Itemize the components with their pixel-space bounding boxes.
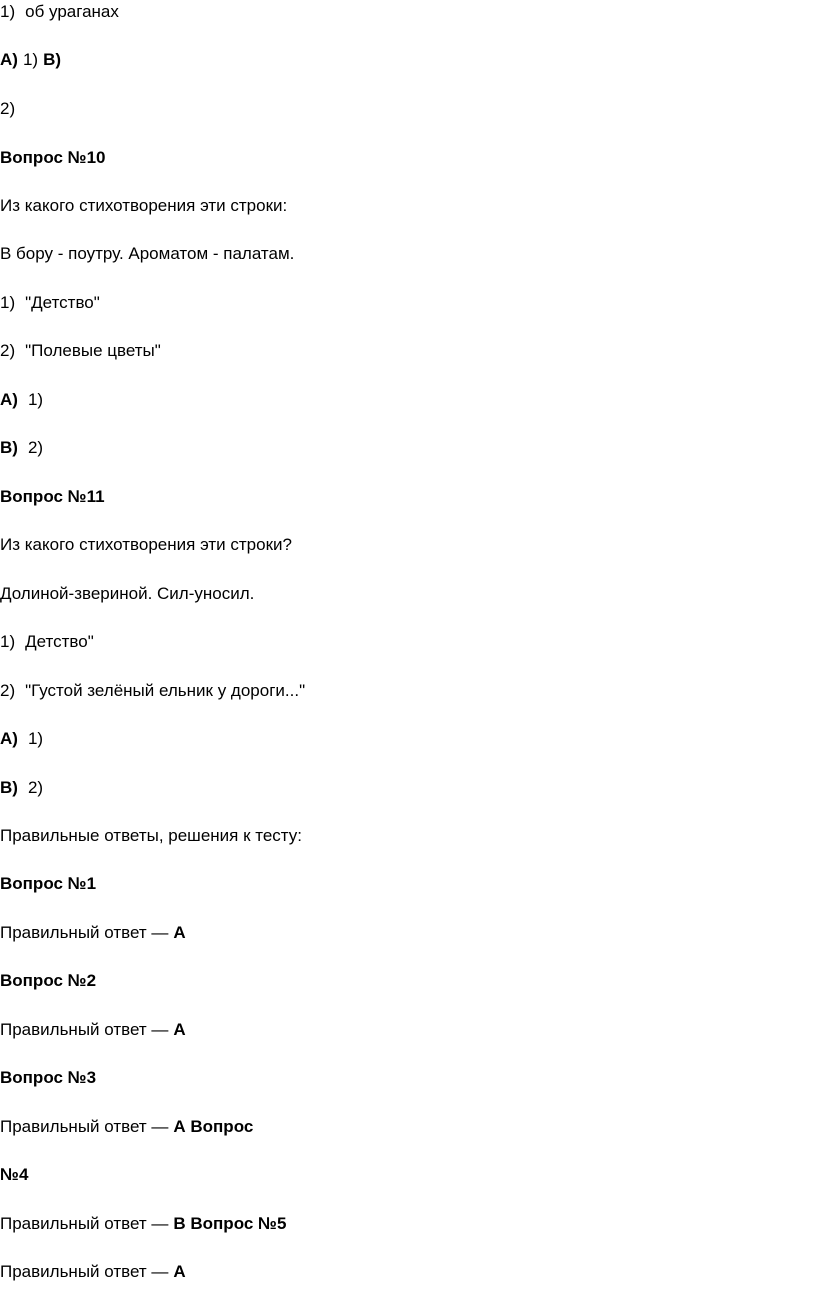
option-text: об ураганах — [25, 2, 119, 21]
answer-label-a: А) — [0, 729, 18, 748]
quoted-lines: Долиной-звериной. Сил-уносил. — [0, 584, 255, 603]
question-heading: Вопрос №3 — [0, 1068, 97, 1087]
question-text: Из какого стихотворения эти строки: — [0, 196, 288, 215]
correct-answer-value: А — [173, 1020, 186, 1039]
answer-choice-line — [0, 776, 43, 800]
answer-value: 2) — [27, 438, 44, 457]
answer-choice-line — [0, 436, 43, 460]
answer-value: 2) — [27, 778, 44, 797]
option-line — [0, 0, 119, 24]
question-heading: №4 — [0, 1165, 29, 1184]
option-number: 2) — [0, 681, 16, 700]
correct-answer-value: А — [173, 1262, 186, 1281]
correct-answer-line — [0, 1212, 286, 1236]
answer-value: 1) — [22, 50, 39, 69]
correct-answer-line — [0, 1115, 253, 1139]
option-line — [0, 97, 15, 121]
answers-section-title: Правильные ответы, решения к тесту: — [0, 826, 302, 845]
correct-answer-label: Правильный ответ — — [0, 1214, 169, 1233]
answer-choice-line — [0, 727, 43, 751]
option-number: 1) — [0, 2, 16, 21]
question-heading: Вопрос №1 — [0, 874, 97, 893]
correct-answer-value: В Вопрос №5 — [173, 1214, 287, 1233]
option-line — [0, 339, 161, 363]
option-text: "Густой зелёный ельник у дороги..." — [25, 681, 306, 700]
option-line — [0, 630, 94, 654]
question-heading: Вопрос №11 — [0, 487, 105, 506]
option-number: 2) — [0, 99, 16, 118]
answer-label-a: А) — [0, 390, 18, 409]
correct-answer-label: Правильный ответ — — [0, 1020, 169, 1039]
answer-choice-line — [0, 48, 61, 72]
correct-answer-label: Правильный ответ — — [0, 1117, 169, 1136]
correct-answer-line — [0, 1018, 186, 1042]
answer-label-b: В) — [43, 50, 62, 69]
option-line — [0, 679, 305, 703]
correct-answer-label: Правильный ответ — — [0, 1262, 169, 1281]
answer-label-b: В) — [0, 438, 18, 457]
correct-answer-value: А Вопрос — [173, 1117, 254, 1136]
correct-answer-label: Правильный ответ — — [0, 923, 169, 942]
correct-answer-line — [0, 1260, 186, 1284]
quoted-lines: В бору - поутру. Ароматом - палатам. — [0, 244, 295, 263]
option-number: 2) — [0, 341, 16, 360]
answer-label-a: А) — [0, 50, 18, 69]
correct-answer-value: А — [173, 923, 186, 942]
answer-value: 1) — [27, 390, 44, 409]
answer-value: 1) — [27, 729, 44, 748]
question-text: Из какого стихотворения эти строки? — [0, 535, 292, 554]
question-heading: Вопрос №2 — [0, 971, 97, 990]
correct-answer-line — [0, 921, 186, 945]
option-number: 1) — [0, 632, 16, 651]
answer-choice-line — [0, 388, 43, 412]
option-text: "Детство" — [25, 293, 100, 312]
option-number: 1) — [0, 293, 16, 312]
answer-label-b: В) — [0, 778, 18, 797]
option-line — [0, 291, 100, 315]
option-text: Детство" — [25, 632, 94, 651]
option-text: "Полевые цветы" — [25, 341, 161, 360]
question-heading: Вопрос №10 — [0, 148, 106, 167]
